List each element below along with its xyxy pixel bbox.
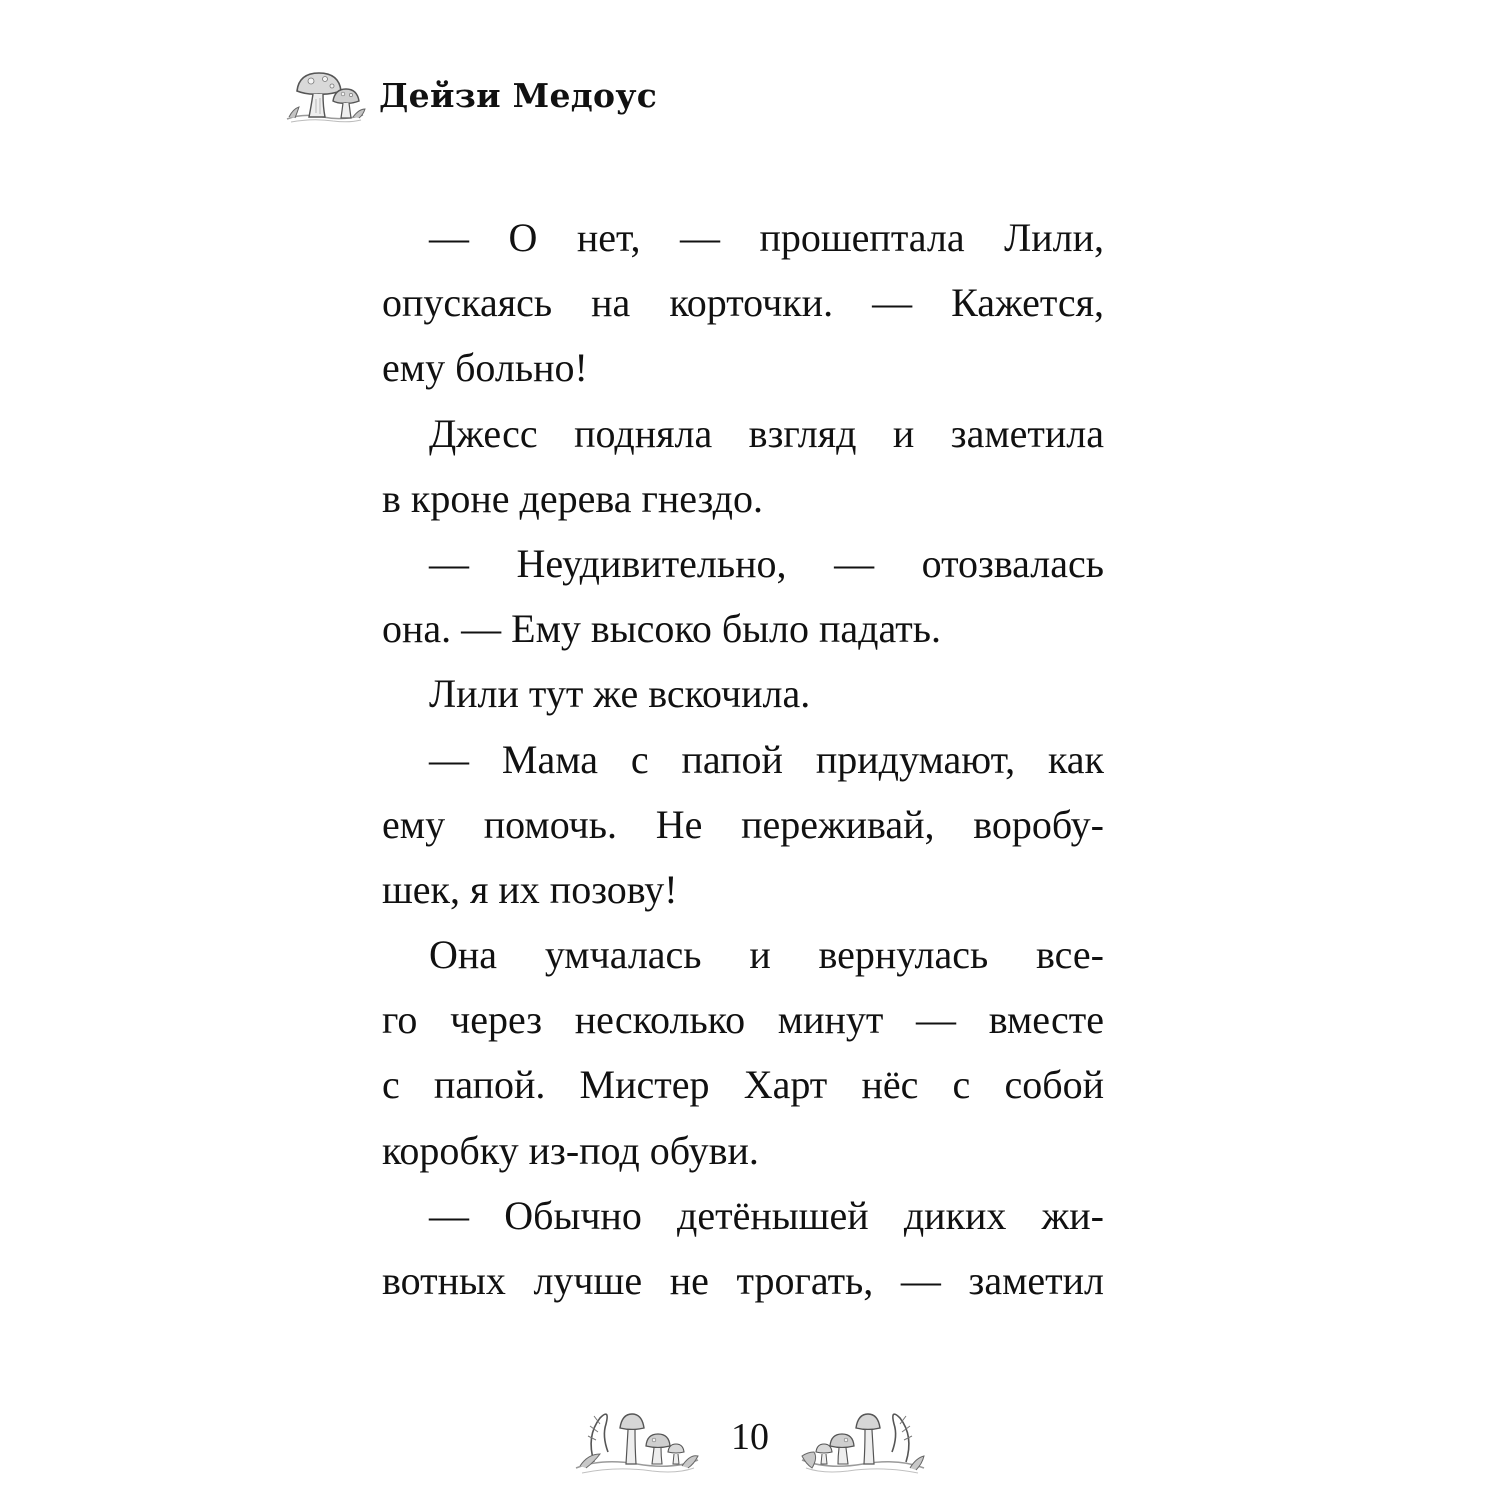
text-line: шек, я их позову! <box>382 866 678 912</box>
text-line: коробку из-под обуви. <box>382 1127 759 1173</box>
text-line: опускаясь на корточки. — Кажется, <box>382 280 1104 326</box>
text-line: она. — Ему высоко было падать. <box>382 606 941 652</box>
text-line: с папой. Мистер Харт нёс с собой <box>382 1062 1104 1108</box>
mushroom-ornament-right-icon <box>798 1396 928 1478</box>
text-line: Она умчалась и вернулась все- <box>429 932 1104 978</box>
text-line: — Обычно детёнышей диких жи- <box>429 1192 1104 1238</box>
page-footer <box>0 1392 1500 1482</box>
text-line: го через несколько минут — вместе <box>382 997 1104 1043</box>
text-line: Джесс подняла взгляд и заметила <box>429 410 1104 456</box>
text-line: вотных лучше не трогать, — заметил <box>382 1258 1104 1303</box>
page-number: 10 <box>731 1416 769 1458</box>
text-line: — Неудивительно, — отозвалась <box>429 540 1104 586</box>
author-name: Дейзи Медоус <box>379 75 658 115</box>
running-header <box>283 62 657 128</box>
text-line: — Мама с папой придумают, как <box>429 736 1104 782</box>
mushroom-ornament-icon <box>283 65 367 125</box>
text-line: Лили тут же вскочила. <box>429 671 811 717</box>
page-body <box>382 205 1104 1313</box>
mushroom-ornament-left-icon <box>572 1396 702 1478</box>
text-line: — О нет, — прошептала Лили, <box>429 215 1104 260</box>
text-line: ему больно! <box>382 345 588 391</box>
text-line: в кроне дерева гнездо. <box>382 475 763 521</box>
text-line: ему помочь. Не переживай, воробу- <box>382 801 1104 847</box>
